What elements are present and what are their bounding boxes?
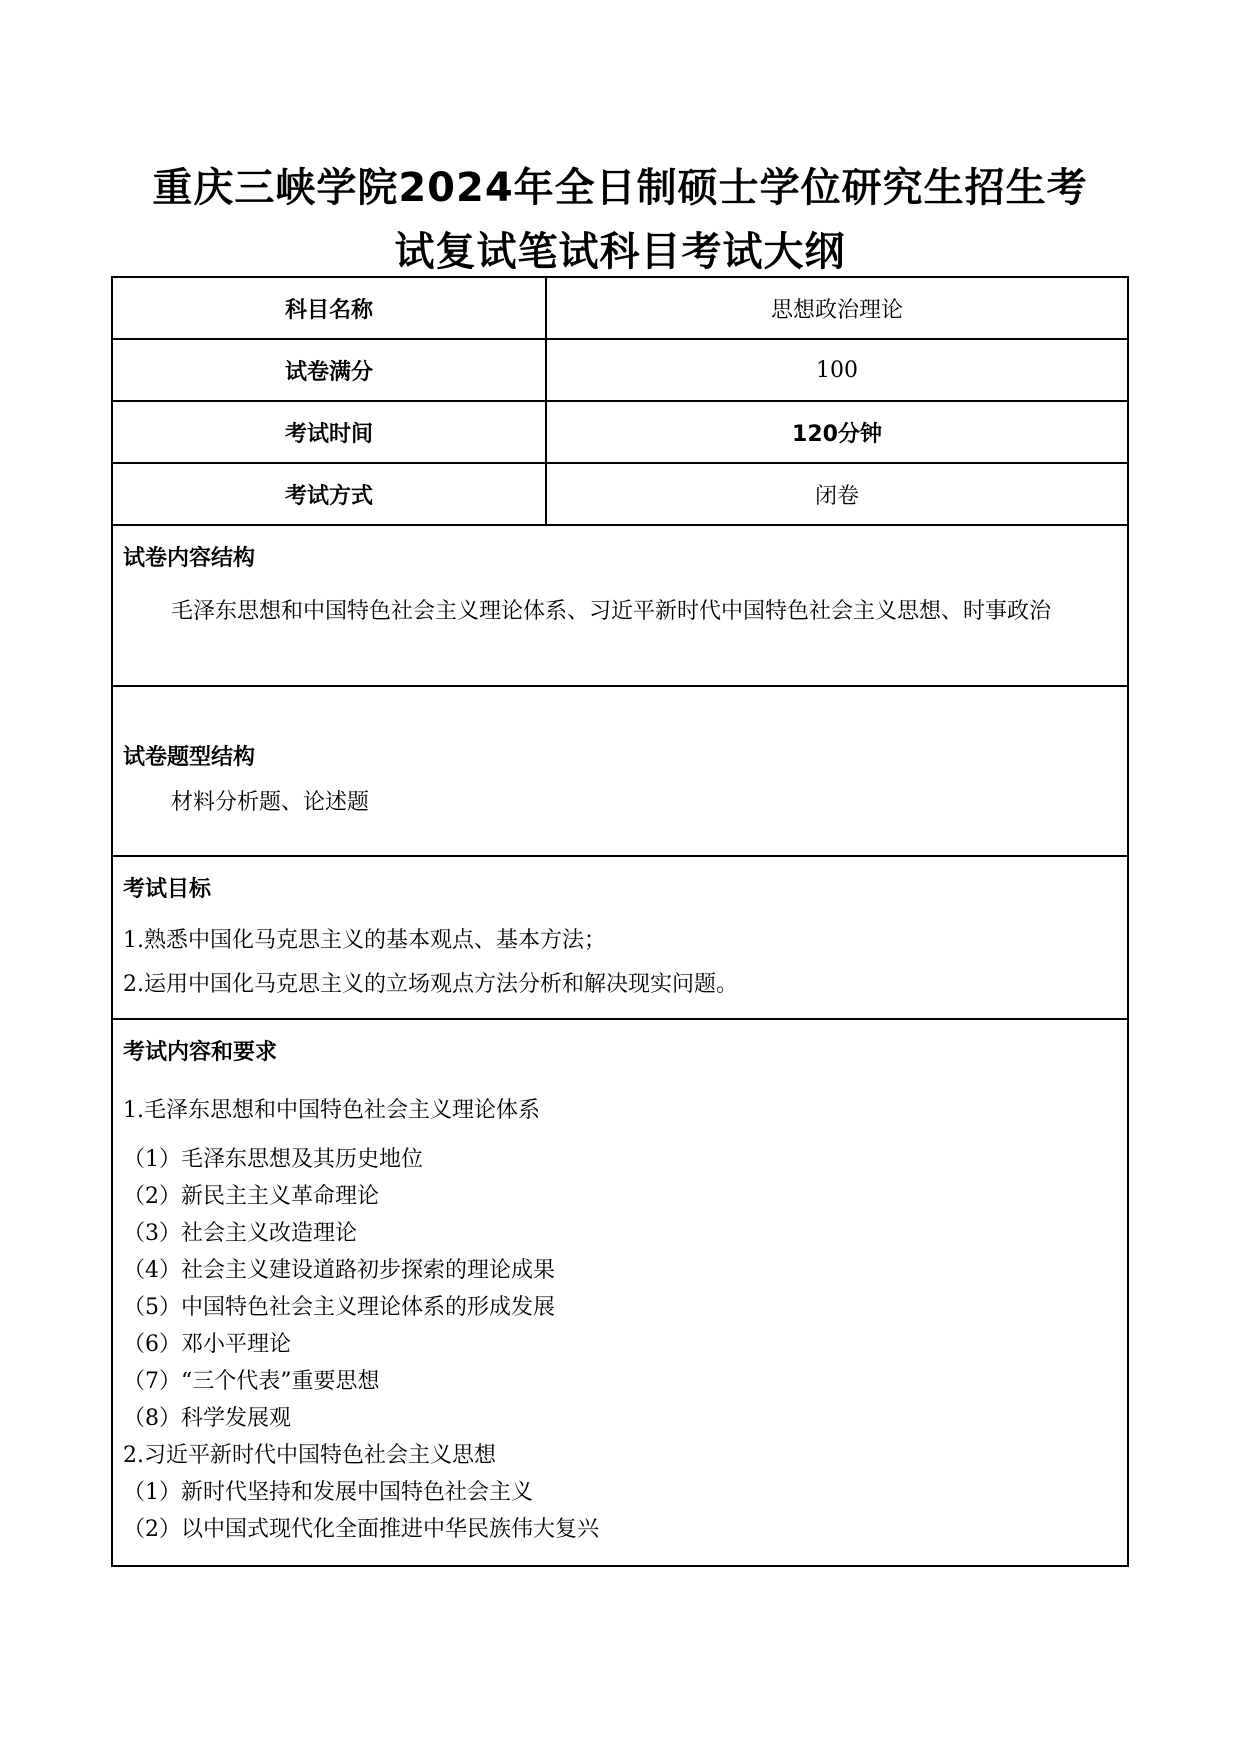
content-item: （1）毛泽东思想及其历史地位 [123, 1147, 423, 1172]
goal-item: 2.运用中国化马克思主义的立场观点方法分析和解决现实问题。 [123, 972, 738, 997]
content-item: （2）新民主主义革命理论 [123, 1184, 379, 1209]
content-item: （5）中国特色社会主义理论体系的形成发展 [123, 1295, 555, 1320]
document-title-line-2: 试复试笔试科目考试大纲 [394, 229, 846, 275]
info-row-subject [113, 278, 1127, 340]
info-label: 考试方式 [113, 464, 547, 524]
content-item: （8）科学发展观 [123, 1406, 291, 1431]
goal-item: 1.熟悉中国化马克思主义的基本观点、基本方法； [123, 928, 606, 953]
info-label: 考试时间 [113, 402, 547, 462]
info-label: 科目名称 [113, 278, 547, 338]
section-question-structure [113, 687, 1127, 857]
content-item: （6）邓小平理论 [123, 1332, 291, 1357]
document-title-line-1: 重庆三峡学院2024年全日制硕士学位研究生招生考 [152, 165, 1088, 211]
content-item: （4）社会主义建设道路初步探索的理论成果 [123, 1258, 555, 1283]
content-item: （7）“三个代表”重要思想 [123, 1369, 380, 1394]
info-value: 100 [816, 357, 858, 383]
content-item: （2）以中国式现代化全面推进中华民族伟大复兴 [123, 1517, 599, 1542]
content-item: （1）新时代坚持和发展中国特色社会主义 [123, 1480, 533, 1505]
info-value: 思想政治理论 [770, 297, 903, 323]
section-heading: 考试目标 [123, 877, 212, 902]
section-heading: 试卷内容结构 [123, 546, 256, 571]
section-text: 毛泽东思想和中国特色社会主义理论体系、习近平新时代中国特色社会主义思想、时事政治 [171, 599, 1052, 624]
section-heading: 试卷题型结构 [123, 745, 256, 770]
info-row-exam-mode [113, 464, 1127, 526]
content-part-title: 2.习近平新时代中国特色社会主义思想 [123, 1443, 496, 1468]
section-text: 材料分析题、论述题 [171, 790, 370, 815]
info-row-exam-time [113, 402, 1127, 464]
content-part-title: 1.毛泽东思想和中国特色社会主义理论体系 [123, 1098, 540, 1123]
content-item: （3）社会主义改造理论 [123, 1221, 357, 1246]
section-exam-goals [113, 857, 1127, 1020]
section-heading: 考试内容和要求 [123, 1040, 278, 1065]
syllabus-table [111, 276, 1129, 1567]
info-value: 120分钟 [792, 421, 882, 447]
section-content-structure [113, 526, 1127, 687]
section-exam-content [113, 1020, 1127, 1565]
info-row-full-score [113, 340, 1127, 402]
info-value: 闭卷 [814, 483, 859, 509]
info-label: 试卷满分 [113, 340, 547, 400]
